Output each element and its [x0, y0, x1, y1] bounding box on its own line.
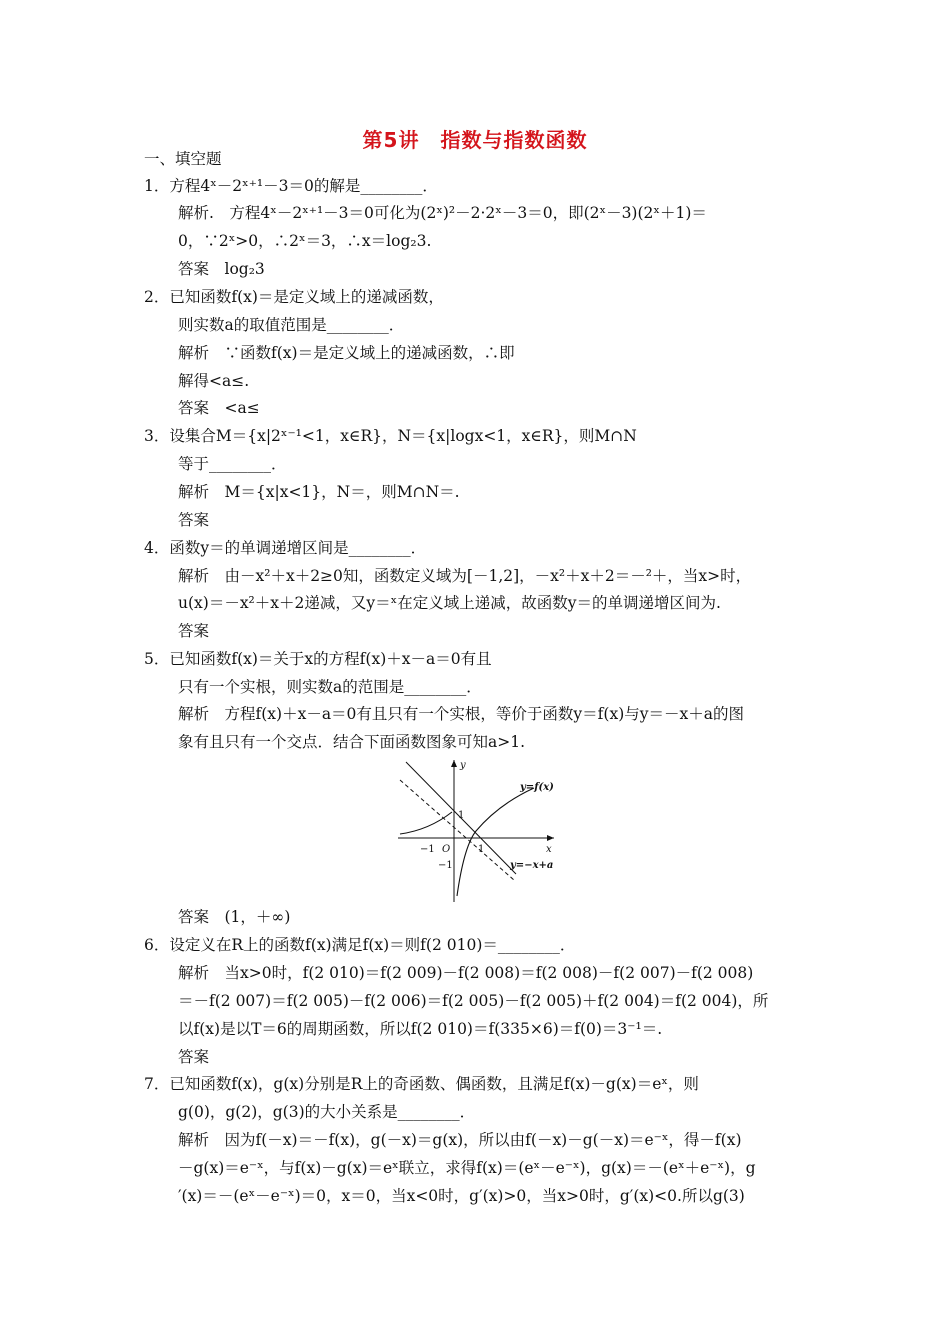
- x-tick-1: 1: [478, 844, 485, 855]
- problem-7: 7．已知函数f(x)，g(x)分别是R上的奇函数、偶函数，且满足f(x)－g(x)＝eˣ，则: [144, 1075, 699, 1093]
- solution-line: 解析 M＝{x|x<1}，N＝，则M∩N＝.: [178, 483, 460, 501]
- solution-line: 解析 当x>0时，f(2 010)＝f(2 009)－f(2 008)＝f(2 008)－f(2 007)－f(2 008): [178, 964, 754, 982]
- solution-line: 解得<a≤.: [178, 372, 250, 390]
- problem-1: 1．方程4ˣ－2ˣ⁺¹－3＝0的解是________．: [144, 177, 438, 195]
- y-axis-label: y: [460, 760, 466, 771]
- curve-right-branch: [457, 788, 534, 896]
- answer-line: 答案: [178, 511, 210, 529]
- solution-line: 0，∵2ˣ>0，∴2ˣ＝3，∴x＝log₂3.: [178, 232, 432, 250]
- problem-3: 3．设集合M＝{x|2ˣ⁻¹<1，x∈R}，N＝{x|logx<1，x∈R}，则M∩N: [144, 427, 637, 445]
- solution-line: 解析 ∵函数f(x)＝是定义域上的递减函数，∴即: [178, 344, 515, 362]
- curve-label: y=f(x): [520, 782, 554, 793]
- problem-4: 4．函数y＝的单调递增区间是________．: [144, 539, 427, 557]
- solution-line: 解析 方程f(x)＋x－a＝0有且只有一个实根，等价于函数y＝f(x)与y＝－x＋a的图: [178, 705, 744, 723]
- solution-line: ′(x)＝－(eˣ－e⁻ˣ)＝0，x＝0，当x<0时，g′(x)>0，当x>0时，g′(x)<0.所以g(3): [178, 1187, 745, 1205]
- origin-label: O: [442, 844, 451, 855]
- answer-line: 答案 (1，＋∞): [178, 908, 291, 926]
- solution-line: ＝－f(2 007)＝f(2 005)－f(2 006)＝f(2 005)－f(2 005)＋f(2 004)＝f(2 004)，所: [178, 992, 769, 1010]
- answer-line: 答案 <a≤: [178, 399, 260, 417]
- solution-line: 解析 因为f(－x)＝－f(x)，g(－x)＝g(x)，所以由f(－x)－g(－x)＝e⁻ˣ，得－f(x): [178, 1131, 742, 1149]
- problem-2: 2．已知函数f(x)＝是定义域上的递减函数，: [144, 288, 444, 306]
- curve-left-branch: [400, 812, 452, 834]
- problem-line: 则实数a的取值范围是________．: [178, 316, 405, 334]
- function-graph-figure: [394, 756, 564, 904]
- problem-line: 等于________．: [178, 455, 287, 473]
- y-tick-neg1: −1: [438, 860, 453, 871]
- solution-line: 解析 由－x²＋x＋2≥0知，函数定义域为[－1,2]，－x²＋x＋2＝－²＋，当x>时，: [178, 567, 752, 585]
- solution-line: 以f(x)是以T＝6的周期函数，所以f(2 010)＝f(335×6)＝f(0)＝3⁻¹＝.: [178, 1020, 663, 1038]
- y-axis-arrow-icon: [451, 760, 457, 767]
- answer-line: 答案 log₂3: [178, 260, 265, 278]
- problem-5: 5．已知函数f(x)＝关于x的方程f(x)＋x－a＝0有且: [144, 650, 492, 668]
- answer-line: 答案: [178, 622, 210, 640]
- problem-6: 6．设定义在R上的函数f(x)满足f(x)＝则f(2 010)＝________．: [144, 936, 576, 954]
- y-tick-1: 1: [458, 810, 465, 821]
- solution-line: 解析. 方程4ˣ－2ˣ⁺¹－3＝0可化为(2ˣ)²－2·2ˣ－3＝0，即(2ˣ－3)(2ˣ＋1)＝: [178, 204, 707, 222]
- problem-line: g(0)，g(2)，g(3)的大小关系是________．: [178, 1103, 476, 1121]
- solution-line: u(x)＝－x²＋x＋2递减，又y＝ˣ在定义域上递减，故函数y＝的单调递增区间为.: [178, 594, 721, 612]
- answer-line: 答案: [178, 1048, 210, 1066]
- x-tick-neg1: −1: [420, 844, 435, 855]
- section-heading: 一、填空题: [144, 150, 222, 168]
- x-axis-label: x: [546, 844, 552, 855]
- solution-line: 象有且只有一个交点．结合下面函数图象可知a>1.: [178, 733, 526, 751]
- page-title: 第5讲 指数与指数函数: [362, 128, 588, 152]
- x-axis-arrow-icon: [547, 835, 554, 841]
- problem-line: 只有一个实根，则实数a的范围是________．: [178, 678, 482, 696]
- line-label: y=−x+a: [510, 860, 554, 871]
- solution-line: －g(x)＝e⁻ˣ，与f(x)－g(x)＝eˣ联立，求得f(x)＝(eˣ－e⁻ˣ)，g(x)＝－(eˣ＋e⁻ˣ)，g: [178, 1159, 756, 1177]
